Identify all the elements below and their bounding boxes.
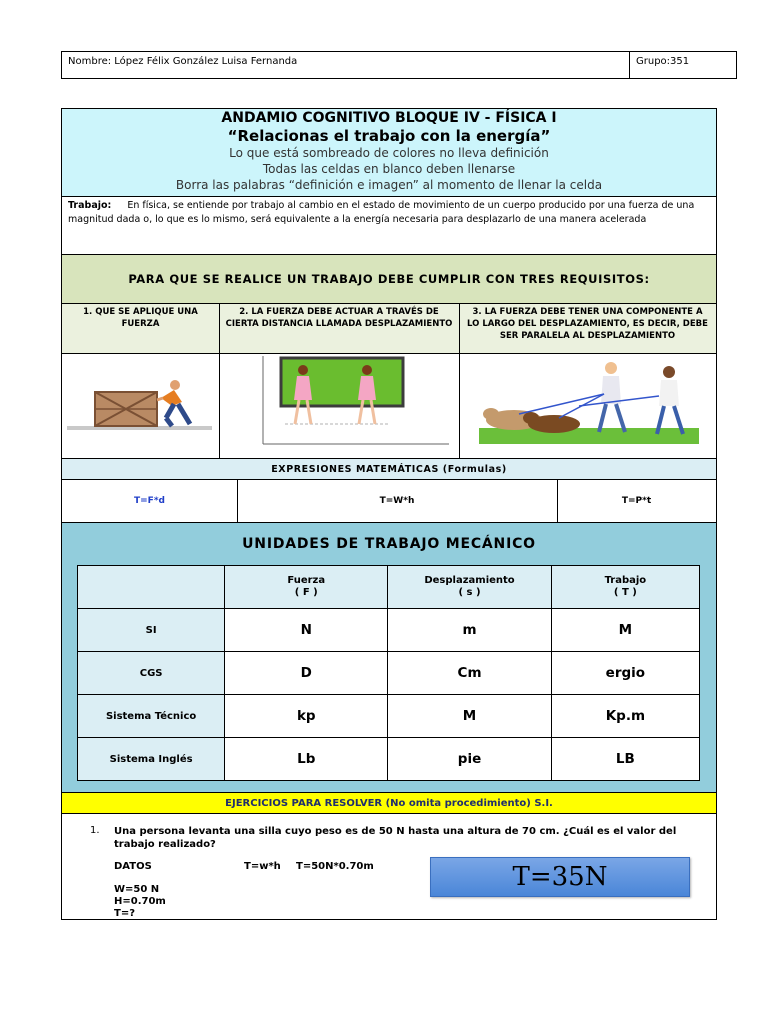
table-row — [78, 738, 700, 781]
unit-value: kp — [225, 695, 388, 738]
data-height: H=0.70m — [114, 896, 166, 907]
unit-value: LB — [551, 738, 699, 781]
instruction-line-1: Lo que está sombreado de colores no lleva definición — [229, 146, 549, 160]
row-label: Sistema Inglés — [78, 738, 225, 781]
units-table — [77, 565, 700, 781]
title-block — [62, 109, 716, 196]
data-weight: W=50 N — [114, 884, 160, 895]
header-fuerza — [225, 566, 388, 609]
row-label: SI — [78, 609, 225, 652]
instruction-line-3: Borra las palabras “definición e imagen” al momento de llenar la celda — [175, 178, 603, 192]
image-people-walking-dogs — [459, 354, 716, 459]
table-row — [78, 695, 700, 738]
header-trabajo — [551, 566, 699, 609]
header-symbol: ( s ) — [458, 587, 481, 598]
image-person-pushing-crate — [62, 354, 219, 459]
definition-text: En física, se entiende por trabajo al cambio en el estado de movimiento de un cuerpo producido por una fuerza de una magnitud dada o, lo que es lo mismo, será equivalente a la energía necesaria para desplazarlo de una manera acelerada — [68, 200, 695, 225]
student-name: Nombre: López Félix González Luisa Fernanda — [61, 51, 630, 79]
requirement-2: 2. LA FUERZA DEBE ACTUAR A TRAVÉS DE CIERTA DISTANCIA LLAMADA DESPLAZAMIENTO — [219, 304, 459, 354]
unit-value: M — [551, 609, 699, 652]
definition-block — [62, 196, 716, 254]
requirement-1: 1. QUE SE APLIQUE UNA FUERZA — [62, 304, 219, 354]
data-unknown: T=? — [114, 908, 136, 919]
unit-value: pie — [388, 738, 551, 781]
question-text: Una persona levanta una silla cuyo peso es de 50 N hasta una altura de 70 cm. ¿Cuál es el valor del trabajo realizado? — [114, 826, 677, 850]
substitution: T=50N*0.70m — [296, 861, 374, 872]
formula-work-power: T=P*t — [557, 480, 716, 523]
requirement-3: 3. LA FUERZA DEBE TENER UNA COMPONENTE A LO LARGO DEL DESPLAZAMIENTO, ES DECIR, DEBE SER PARALELA AL DESPLAZAMIENTO — [459, 304, 716, 354]
row-label: CGS — [78, 652, 225, 695]
row-label: Sistema Técnico — [78, 695, 225, 738]
unit-value: Cm — [388, 652, 551, 695]
datos-label: DATOS — [114, 861, 152, 872]
formula-used: T=w*h — [244, 861, 281, 872]
column-divider — [557, 480, 558, 523]
instruction-line-2: Todas las celdas en blanco deben llenarse — [262, 162, 516, 176]
unit-value: Kp.m — [551, 695, 699, 738]
formula-work-weight: T=W*h — [237, 480, 557, 523]
worksheet-title: ANDAMIO COGNITIVO BLOQUE IV - FÍSICA I — [221, 110, 557, 126]
table-row — [78, 609, 700, 652]
unit-value: D — [225, 652, 388, 695]
header-symbol: ( T ) — [613, 587, 637, 598]
worksheet-subtitle: “Relacionas el trabajo con la energía” — [227, 127, 551, 145]
units-corner-cell — [78, 566, 225, 609]
units-title: UNIDADES DE TRABAJO MECÁNICO — [62, 523, 716, 565]
unit-value: m — [388, 609, 551, 652]
column-divider — [219, 304, 220, 459]
expressions-title: EXPRESIONES MATEMÁTICAS (Formulas) — [62, 459, 716, 480]
group-number: Grupo:351 — [629, 51, 737, 79]
requirements-title: PARA QUE SE REALICE UN TRABAJO DEBE CUMPLIR CON TRES REQUISITOS: — [62, 254, 716, 304]
table-row — [78, 652, 700, 695]
column-divider — [237, 480, 238, 523]
header-label: Fuerza — [287, 575, 326, 586]
formula-work-force: T=F*d — [62, 480, 237, 523]
unit-value: M — [388, 695, 551, 738]
image-person-walking-board — [219, 354, 459, 459]
unit-value: N — [225, 609, 388, 652]
column-divider — [459, 304, 460, 459]
answer-box: T=35N — [430, 857, 690, 897]
unit-value: Lb — [225, 738, 388, 781]
header-label: Desplazamiento — [424, 575, 515, 586]
header-symbol: ( F ) — [294, 587, 318, 598]
header-label: Trabajo — [604, 575, 647, 586]
exercises-title: EJERCICIOS PARA RESOLVER (No omita procedimiento) S.I. — [62, 792, 716, 814]
header-desplazamiento — [388, 566, 551, 609]
unit-value: ergio — [551, 652, 699, 695]
definition-term: Trabajo: — [68, 200, 112, 211]
question-number: 1. — [90, 825, 100, 836]
